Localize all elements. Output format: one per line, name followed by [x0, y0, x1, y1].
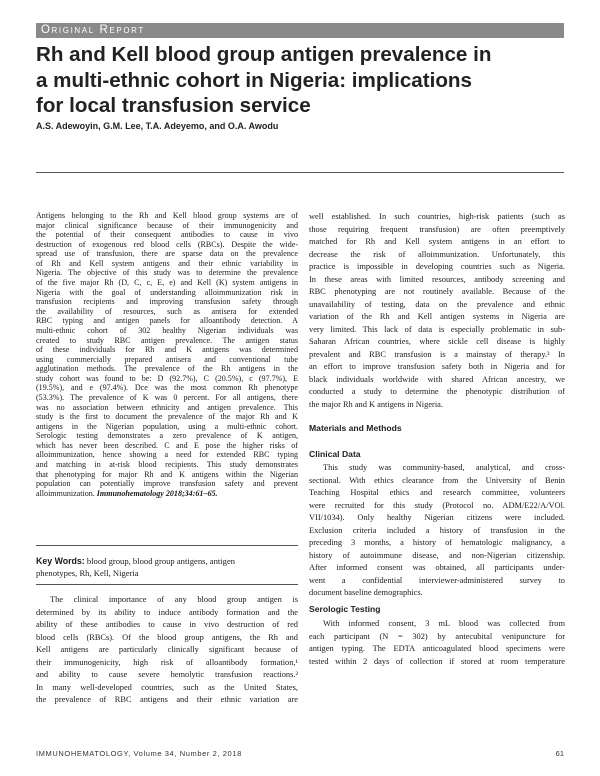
clinical-data-text: [309, 462, 565, 600]
clinical-text-line: VII/1034). Only healthy Nigerian citizens were included.: [309, 513, 565, 522]
abstract-line: that phenotyping for major Rh and K antigens within the Nigerian: [36, 469, 298, 479]
author-list: A.S. Adewoyin, G.M. Lee, T.A. Adeyemo, and O.A. Awodu: [36, 121, 279, 131]
clinical-text-line: were recruited for this study (Protocol no. ADM/E22/A/VOl.: [309, 500, 565, 510]
abstract-line: RBC typing and antigen panels for alloantibody detection. A: [36, 316, 298, 326]
abstract-line: the availability of resources, such as antisera for extended: [36, 306, 298, 316]
abstract-line: which has never been described. C and E pose the higher risks of: [36, 440, 298, 450]
clinical-text-line: After informed consent was obtained, all participants under-: [309, 563, 565, 572]
body-text-line: an effort to improve transfusion safety both in Nigeria and for: [309, 362, 565, 371]
keywords: [36, 556, 298, 579]
body-text-line: well established. In such countries, high-risk patients (such as: [309, 212, 565, 221]
section-banner: [36, 23, 564, 38]
clinical-text-line: Teaching Hospital ethics and research committee, volunteers: [309, 488, 565, 497]
heading-serologic-testing: Serologic Testing: [309, 604, 381, 614]
abstract-line: Nigeria. The objective of this study was to determine the prevalence: [36, 268, 298, 278]
body-text-line: prevalent and RBC transfusion is a mainstay of therapy.³ In: [309, 349, 565, 359]
abstract-line: Nigeria with the goal of understanding alloimmunization risk in: [36, 287, 298, 297]
title-line: for local transfusion service: [36, 94, 311, 117]
serologic-text-line: With informed consent, 3 mL blood was collected from: [323, 619, 565, 628]
abstract-line: and matching in at-risk blood recipients. This study demonstrates: [36, 460, 298, 470]
body-text-line: practice is impossible in developing countries such as Nigeria.: [309, 262, 565, 271]
abstract-line: multi-ethnic cohort of 302 healthy Nigerian individuals was: [36, 325, 298, 335]
abstract-line: destruction of exogenous red blood cells (RBCs). Despite the wide-: [36, 239, 298, 249]
body-text-line: black individuals worldwide with shared African ancestry, we: [309, 374, 565, 384]
abstract-line: spread use of transfusion, there are sparse data on the prevalence: [36, 249, 298, 259]
abstract-line: major clinical significance because of their immunogenicity and: [36, 220, 298, 230]
abstract-line: Serologic testing demonstrates a zero prevalence of K antigen,: [36, 431, 298, 441]
abstract-line: using commercially prepared antisera and conventional tube: [36, 354, 298, 364]
article-title: [36, 42, 576, 119]
serologic-text-line: tested within 2 days of collection if stored at room temperature: [309, 656, 565, 666]
abstract-line: of these individuals for Rh and K antigens was determined: [36, 345, 298, 355]
keywords-rule: [36, 584, 298, 585]
abstract-line: (19.5%), and e (97.4%). Dce was the most common Rh phenotype: [36, 383, 298, 393]
abstract-line: population can potentially improve transfusion safety and prevent: [36, 479, 298, 489]
abstract-last-text: alloimmunization.: [36, 488, 97, 498]
abstract-rule: [36, 545, 298, 546]
keywords-text-2: phenotypes, Rh, Kell, Nigeria: [36, 567, 139, 578]
body-text-line: Saharan African countries, where sickle cell disease is highly: [309, 337, 565, 346]
title-line: Rh and Kell blood group antigen prevalence in: [36, 43, 492, 66]
body-text-line: In many well-developed countries, such as the United States,: [36, 682, 298, 692]
abstract-line: the potential of their consequent antibodies to cause in vivo: [36, 230, 298, 240]
heading-materials-methods: Materials and Methods: [309, 423, 402, 433]
title-line: a multi-ethnic cohort in Nigeria: implications: [36, 68, 472, 92]
journal-footer: IMMUNOHEMATOLOGY, Volume 34, Number 2, 2018: [36, 749, 242, 758]
body-text-line: The clinical importance of any blood group antigen is: [50, 595, 298, 604]
abstract-line: of the five major Rh (D, C, c, E, e) and Kell (K) system antigens in: [36, 278, 298, 288]
body-left-column: [36, 594, 298, 707]
body-text-line: the major Rh and K antigens in Nigeria.: [309, 399, 443, 409]
body-text-line: ability of these antibodies to cause in vivo destruction of red: [36, 620, 298, 629]
body-text-line: the prevalence of RBC antigens and their ethnic variation are: [36, 695, 298, 704]
body-text-line: very limited. This lack of data is especially problematic in sub-: [309, 324, 565, 334]
abstract-line: agglutination methods. The prevalence of the Rh antigens in the: [36, 364, 298, 374]
abstract-line: was no association between ethnicity and antigen prevalence. This: [36, 402, 298, 412]
abstract-line: Antigens belonging to the Rh and Kell blood group systems are of: [36, 211, 298, 220]
body-text-line: determined by its ability to induce antibody formation and the: [36, 607, 298, 617]
abstract-line: (53.3%). The prevalence of K was 0 percent. For all antigens, there: [36, 392, 298, 402]
abstract-line: of Rh and Kell system antigens and their ethnic variability in: [36, 258, 298, 268]
serologic-text-line: antigen typing. The EDTA anticoagulated blood specimens were: [309, 644, 565, 653]
serologic-text-line: each participant (N = 302) by antecubital venipuncture for: [309, 631, 565, 641]
clinical-text-line: document baseline demographics.: [309, 588, 423, 597]
body-text-line: variation of the Rh and Kell antigen systems in Nigeria are: [309, 312, 565, 321]
body-right-intro: [309, 211, 565, 411]
body-text-line: RBC phenotyping are not routinely available. Because of the: [309, 287, 565, 296]
abstract-line: study is the first to document the prevalence of the major Rh and K: [36, 412, 298, 422]
body-text-line: their immunogenicity, high risk of alloantibody formation,¹: [36, 657, 298, 667]
body-text-line: decrease the risk of alloimmunization. Unfortunately, this: [309, 249, 565, 259]
abstract-line: created to study RBC antigen prevalence. The antigen status: [36, 335, 298, 345]
body-text-line: matched for Rh and Kell system antigens in an effort to: [309, 237, 565, 246]
section-label: Original Report: [41, 24, 145, 36]
keywords-label: Key Words:: [36, 556, 85, 566]
abstract-line: transfusion recipients and improving transfusion safety through: [36, 297, 298, 307]
abstract-line: antigens in the Nigerian population, using a multi-ethnic cohort.: [36, 421, 298, 431]
heading-clinical-data: Clinical Data: [309, 449, 361, 459]
body-text-line: unavailability of testing, data on the prevalence and ethnic: [309, 299, 565, 309]
body-text-line: In these areas with limited resources, antibody screening and: [309, 274, 565, 284]
top-rule: [36, 172, 564, 173]
abstract-citation: Immunohematology 2018;34:61–65.: [96, 488, 218, 498]
keywords-text: blood group, blood group antigens, antigen: [84, 556, 236, 566]
abstract-line: study cohort was found to be: D (92.7%), C (20.5%), c (97.7%), E: [36, 373, 298, 383]
serologic-text: [309, 618, 565, 668]
clinical-text-line: history of autoimmune disease, and non-Nigerian citizenship.: [309, 550, 565, 560]
abstract-line: [36, 489, 298, 499]
body-text-line: and ability to cause severe hemolytic transfusion reactions.²: [36, 670, 298, 679]
body-text-line: Kell antigens are particularly clinically significant because of: [36, 645, 298, 654]
body-text-line: blood cells (RBCs). Of the blood group antigens, the Rh and: [36, 632, 298, 642]
clinical-text-line: This study was community-based, analytical, and cross-: [323, 463, 565, 472]
clinical-text-line: Exclusion criteria included a history of transfusion in the: [309, 525, 565, 535]
clinical-text-line: went a confidential interviewer-administered survey to: [309, 575, 565, 585]
body-text-line: those requiring frequent transfusion) are often preemptively: [309, 224, 565, 234]
abstract-line: alloimmunization, hence showing a need for extended RBC typing: [36, 450, 298, 460]
clinical-text-line: preceding 3 months, a history of hematologic malignancy, a: [309, 538, 565, 547]
page-number: 61: [555, 749, 564, 758]
abstract: [36, 211, 298, 498]
body-text-line: conducted a study to determine the phenotypic distribution of: [309, 387, 565, 396]
clinical-text-line: sectional. With ethics clearance from the University of Benin: [309, 475, 565, 485]
